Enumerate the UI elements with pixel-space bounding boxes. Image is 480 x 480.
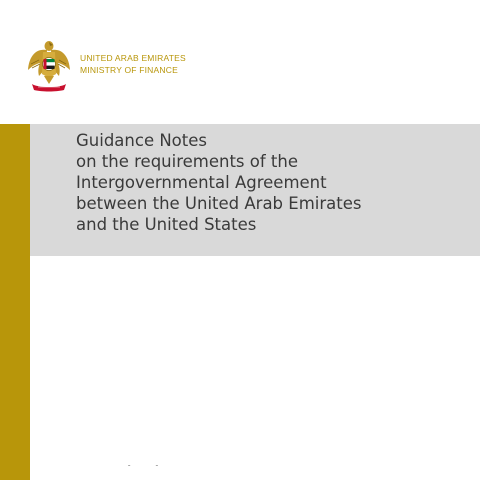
title-line: and the United States bbox=[76, 215, 257, 234]
gold-side-bar bbox=[0, 124, 30, 480]
ministry-header bbox=[80, 52, 186, 76]
title-line: Guidance Notes bbox=[76, 131, 207, 150]
title-line: between the United Arab Emirates bbox=[76, 194, 362, 213]
ministry-name: MINISTRY OF FINANCE bbox=[80, 65, 178, 75]
footer-mark: ˝ ˝ bbox=[128, 466, 170, 472]
uae-federal-emblem-icon bbox=[26, 38, 72, 92]
country-name: UNITED ARAB EMIRATES bbox=[80, 53, 186, 63]
title-line: Intergovernmental Agreement bbox=[76, 173, 327, 192]
title-line: on the requirements of the bbox=[76, 152, 299, 171]
uae-emblem bbox=[26, 38, 72, 92]
document-title bbox=[76, 130, 476, 235]
